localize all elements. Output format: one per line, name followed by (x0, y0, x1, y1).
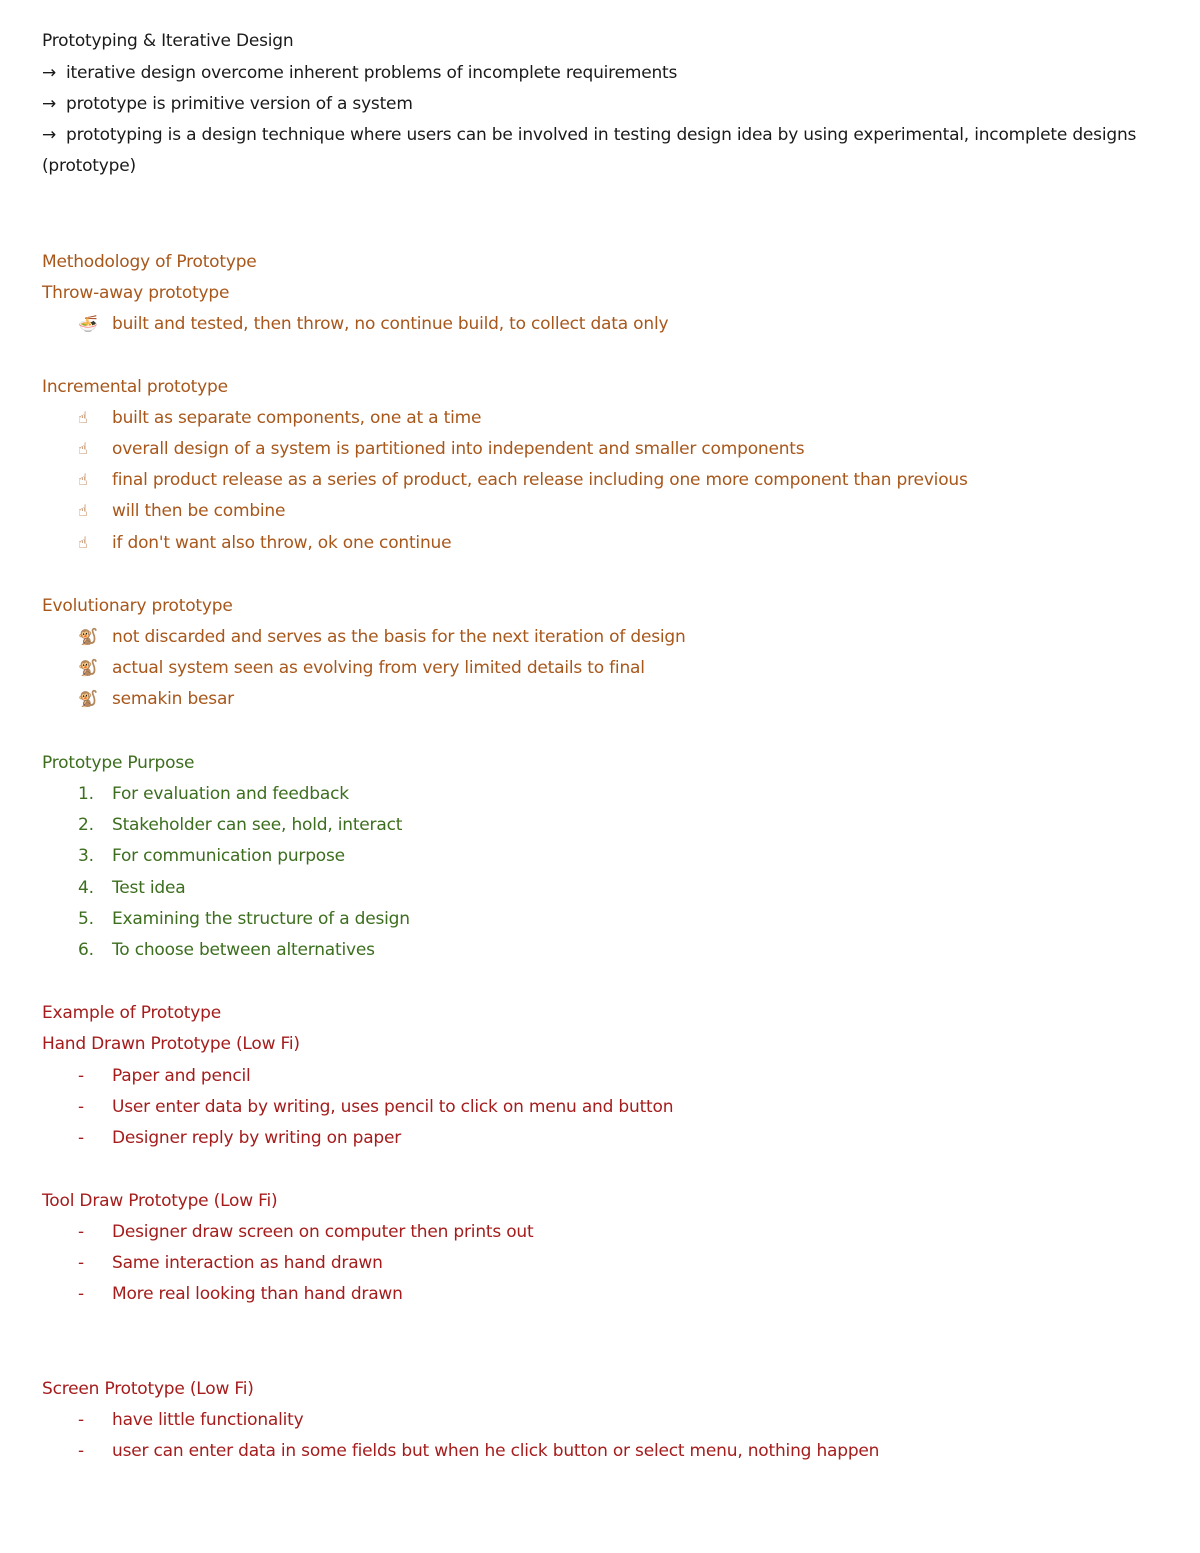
section-heading-examples: Example of Prototype (42, 1003, 221, 1023)
intro-point: → prototype is primitive version of a system (42, 94, 413, 114)
pointing-hand-icon: ☝ (78, 408, 88, 427)
subheading-incremental: Incremental prototype (42, 377, 228, 397)
dash-bullet: - (78, 1410, 84, 1430)
dash-bullet: - (78, 1441, 84, 1461)
bowl-of-noodles-icon: 🍜 (78, 314, 98, 333)
dash-bullet: - (78, 1128, 84, 1148)
section-heading-purpose: Prototype Purpose (42, 753, 195, 773)
pointing-hand-icon: ☝ (78, 501, 88, 520)
subheading-throwaway: Throw-away prototype (42, 283, 230, 303)
subheading-tool-draw: Tool Draw Prototype (Low Fi) (42, 1191, 278, 1211)
subheading-evolutionary: Evolutionary prototype (42, 596, 233, 616)
monkey-icon: 🐒 (78, 658, 98, 677)
document-page: Prototyping & Iterative Design → iterative design overcome inherent problems of incomplete requirements → prototype is primitive version of a system → prototyping is a design technique where users can be involved in testing design idea by using experimental, incomplete designs (prototype) Methodology of Prototype Throw-away prototype 🍜 built and tested, then throw, no continue build, to collect data only Incremental prototype ☝ built as separate components, one at a time ☝ overall design of a system is partitioned into independent and smaller components ☝ final product release as a series of product, each release including one more component than previous ☝ will then be combine ☝ if don't want also throw, ok one continue Evolutionary prototype 🐒 not discarded and serves as the basis for the next iteration of design 🐒 actual system seen as evolving from very limited details to final 🐒 semakin besar Prototype Purpose 1. For evaluation and feedback 2. Stakeholder can see, hold, interact 3. For communication purpose 4. Test idea 5. Examining the structure of a design 6. To choose between alternatives Example of Prototype Hand Drawn Prototype (Low Fi) - Paper and pencil - User enter data by writing, uses pencil to click on menu and button - Designer reply by writing on paper Tool Draw Prototype (Low Fi) - Designer draw screen on computer then prints out - Same interaction as hand drawn - More real looking than hand drawn Screen Prototype (Low Fi) - have little functionality - user can enter data in some fields but when he click button or select menu, nothing happen (0, 0, 1200, 1553)
intro-point: → iterative design overcome inherent problems of incomplete requirements (42, 63, 678, 83)
dash-bullet: - (78, 1097, 84, 1117)
pointing-hand-icon: ☝ (78, 533, 88, 552)
monkey-icon: 🐒 (78, 627, 98, 646)
title-text: Prototyping & Iterative Design (42, 31, 294, 51)
subheading-screen: Screen Prototype (Low Fi) (42, 1379, 254, 1399)
arrow-icon: → (42, 94, 57, 114)
pointing-hand-icon: ☝ (78, 439, 88, 458)
arrow-icon: → (42, 125, 57, 145)
section-heading-methodology: Methodology of Prototype (42, 252, 257, 272)
intro-point: → prototyping is a design technique where users can be involved in testing design idea by using experimental, incomplete designs (prototype) (42, 120, 1152, 182)
arrow-icon: → (42, 63, 57, 83)
page-title (42, 29, 1162, 53)
dash-bullet: - (78, 1253, 84, 1273)
dash-bullet: - (78, 1284, 84, 1304)
dash-bullet: - (78, 1066, 84, 1086)
monkey-icon: 🐒 (78, 689, 98, 708)
pointing-hand-icon: ☝ (78, 470, 88, 489)
subheading-hand-drawn: Hand Drawn Prototype (Low Fi) (42, 1034, 300, 1054)
dash-bullet: - (78, 1222, 84, 1242)
